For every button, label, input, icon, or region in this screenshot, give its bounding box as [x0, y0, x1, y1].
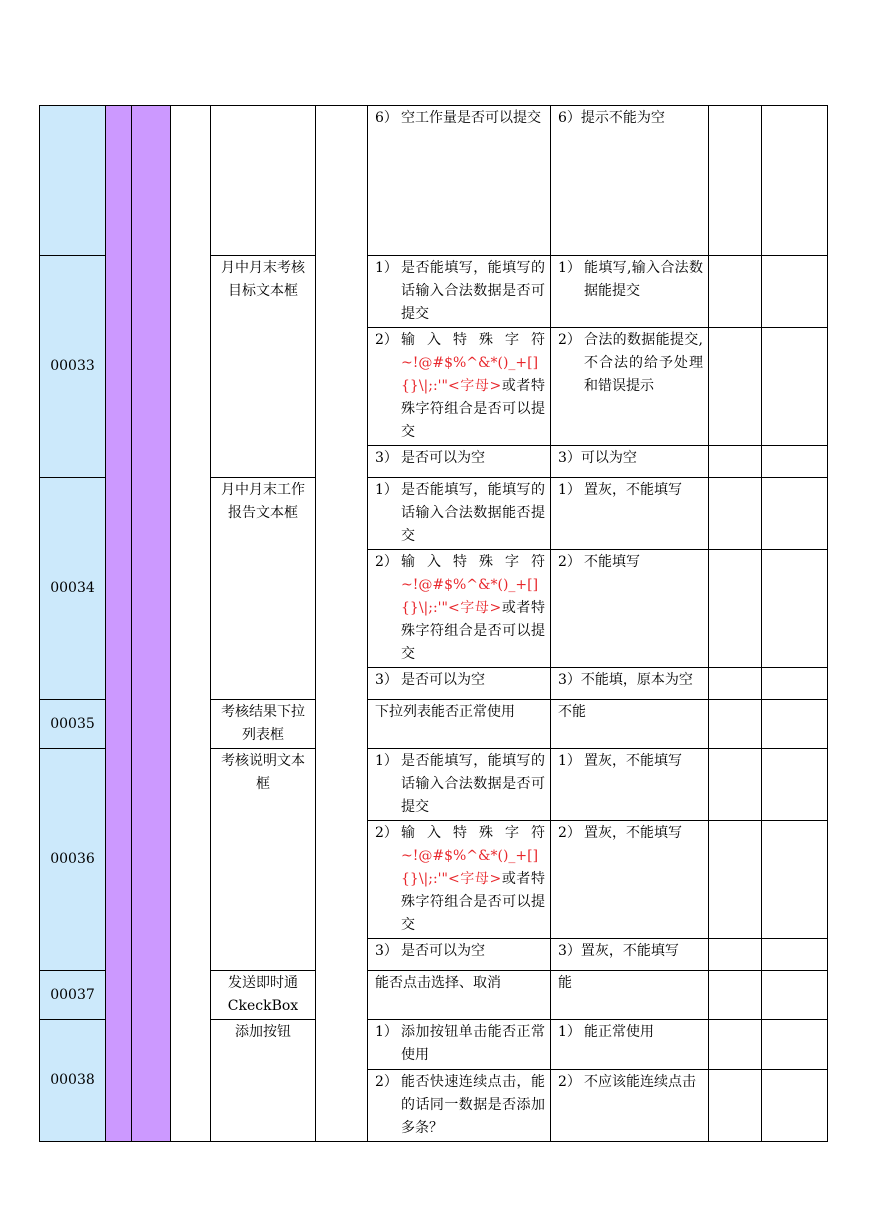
- expected-result-cell: 3） 置灰，不能填写: [551, 939, 709, 971]
- empty-cell: [709, 256, 762, 328]
- empty-cell: [709, 971, 762, 1020]
- case-id-cell: 00037: [40, 971, 106, 1020]
- control-cell: 考核说明文本框: [211, 749, 316, 971]
- special-characters: ~!@#$%^&*()_+[]{}\|;:'"<字母>: [401, 355, 539, 394]
- empty-cell: [709, 446, 762, 478]
- empty-cell: [762, 1020, 828, 1070]
- table-row: [40, 106, 828, 256]
- empty-cell: [709, 749, 762, 821]
- expected-result-cell: 2） 合法的数据能提交,不合法的给予处理和错误提示: [551, 328, 709, 446]
- expected-result-cell: 3） 可以为空: [551, 446, 709, 478]
- case-id-cell: 00038: [40, 1020, 106, 1142]
- empty-cell: [762, 328, 828, 446]
- case-id-cell: 00034: [40, 478, 106, 700]
- control-cell: [211, 106, 316, 256]
- test-step-cell: 下拉列表能否正常使用: [368, 700, 551, 749]
- empty-cell: [709, 106, 762, 256]
- control-cell: 添加按钮: [211, 1020, 316, 1142]
- test-step-cell: 2） 输入特殊字符 ~!@#$%^&*()_+[]{}\|;:'"<字母>或者特殊字符组合是否可以提交: [368, 821, 551, 939]
- test-step-cell: 2） 输入特殊字符 ~!@#$%^&*()_+[]{}\|;:'"<字母>或者特殊字符组合是否可以提交: [368, 550, 551, 668]
- case-id-cell: 00035: [40, 700, 106, 749]
- empty-cell: [762, 256, 828, 328]
- expected-result-cell: 1） 置灰，不能填写: [551, 749, 709, 821]
- expected-result-cell: 6） 提示不能为空: [551, 106, 709, 256]
- empty-cell: [709, 1070, 762, 1142]
- empty-cell: [709, 328, 762, 446]
- control-cell: 月中月末工作报告文本框: [211, 478, 316, 700]
- test-step-cell: 3） 是否可以为空: [368, 446, 551, 478]
- empty-cell: [709, 1020, 762, 1070]
- empty-column: [316, 106, 368, 1142]
- test-step-cell: 1） 是否能填写，能填写的话输入合法数据是否可提交: [368, 749, 551, 821]
- empty-column: [171, 106, 211, 1142]
- test-step-cell: 1） 是否能填写，能填写的话输入合法数据能否提交: [368, 478, 551, 550]
- test-step-cell: 3） 是否可以为空: [368, 939, 551, 971]
- expected-result-cell: 3） 不能填，原本为空: [551, 668, 709, 700]
- expected-result-cell: 2） 不应该能连续点击: [551, 1070, 709, 1142]
- expected-result-cell: 2） 不能填写: [551, 550, 709, 668]
- empty-cell: [709, 700, 762, 749]
- empty-cell: [709, 478, 762, 550]
- control-cell: 月中月末考核目标文本框: [211, 256, 316, 478]
- test-step-cell: 2） 输入特殊字符 ~!@#$%^&*()_+[]{}\|;:'"<字母>或者特殊字符组合是否可以提交: [368, 328, 551, 446]
- case-id-cell: [40, 106, 106, 256]
- purple-column-b: [132, 106, 171, 1142]
- test-step-cell: 1） 添加按钮单击能否正常使用: [368, 1020, 551, 1070]
- empty-cell: [762, 446, 828, 478]
- empty-cell: [709, 821, 762, 939]
- control-cell: 考核结果下拉列表框: [211, 700, 316, 749]
- empty-cell: [762, 939, 828, 971]
- empty-cell: [762, 749, 828, 821]
- test-step-cell: 1） 是否能填写，能填写的话输入合法数据是否可提交: [368, 256, 551, 328]
- empty-cell: [709, 668, 762, 700]
- empty-cell: [762, 106, 828, 256]
- empty-cell: [762, 700, 828, 749]
- empty-cell: [762, 971, 828, 1020]
- special-characters: ~!@#$%^&*()_+[]{}\|;:'"<字母>: [401, 848, 539, 887]
- expected-result-cell: 1） 能正常使用: [551, 1020, 709, 1070]
- purple-column-a: [106, 106, 132, 1142]
- test-step-cell: 3） 是否可以为空: [368, 668, 551, 700]
- expected-result-cell: 1） 能填写,输入合法数据能提交: [551, 256, 709, 328]
- expected-result-cell: 不能: [551, 700, 709, 749]
- empty-cell: [762, 550, 828, 668]
- test-step-cell: 6） 空工作量是否可以提交: [368, 106, 551, 256]
- case-id-cell: 00033: [40, 256, 106, 478]
- empty-cell: [762, 1070, 828, 1142]
- expected-result-cell: 2） 置灰，不能填写: [551, 821, 709, 939]
- empty-cell: [762, 668, 828, 700]
- expected-result-cell: 能: [551, 971, 709, 1020]
- empty-cell: [709, 939, 762, 971]
- empty-cell: [709, 550, 762, 668]
- expected-result-cell: 1） 置灰，不能填写: [551, 478, 709, 550]
- case-id-cell: 00036: [40, 749, 106, 971]
- special-characters: ~!@#$%^&*()_+[]{}\|;:'"<字母>: [401, 577, 539, 616]
- test-case-table: [39, 105, 828, 1142]
- empty-cell: [762, 478, 828, 550]
- control-cell: 发送即时通CkeckBox: [211, 971, 316, 1020]
- empty-cell: [762, 821, 828, 939]
- test-step-cell: 能否点击选择、取消: [368, 971, 551, 1020]
- test-step-cell: 2） 能否快速连续点击，能的话同一数据是否添加多条？: [368, 1070, 551, 1142]
